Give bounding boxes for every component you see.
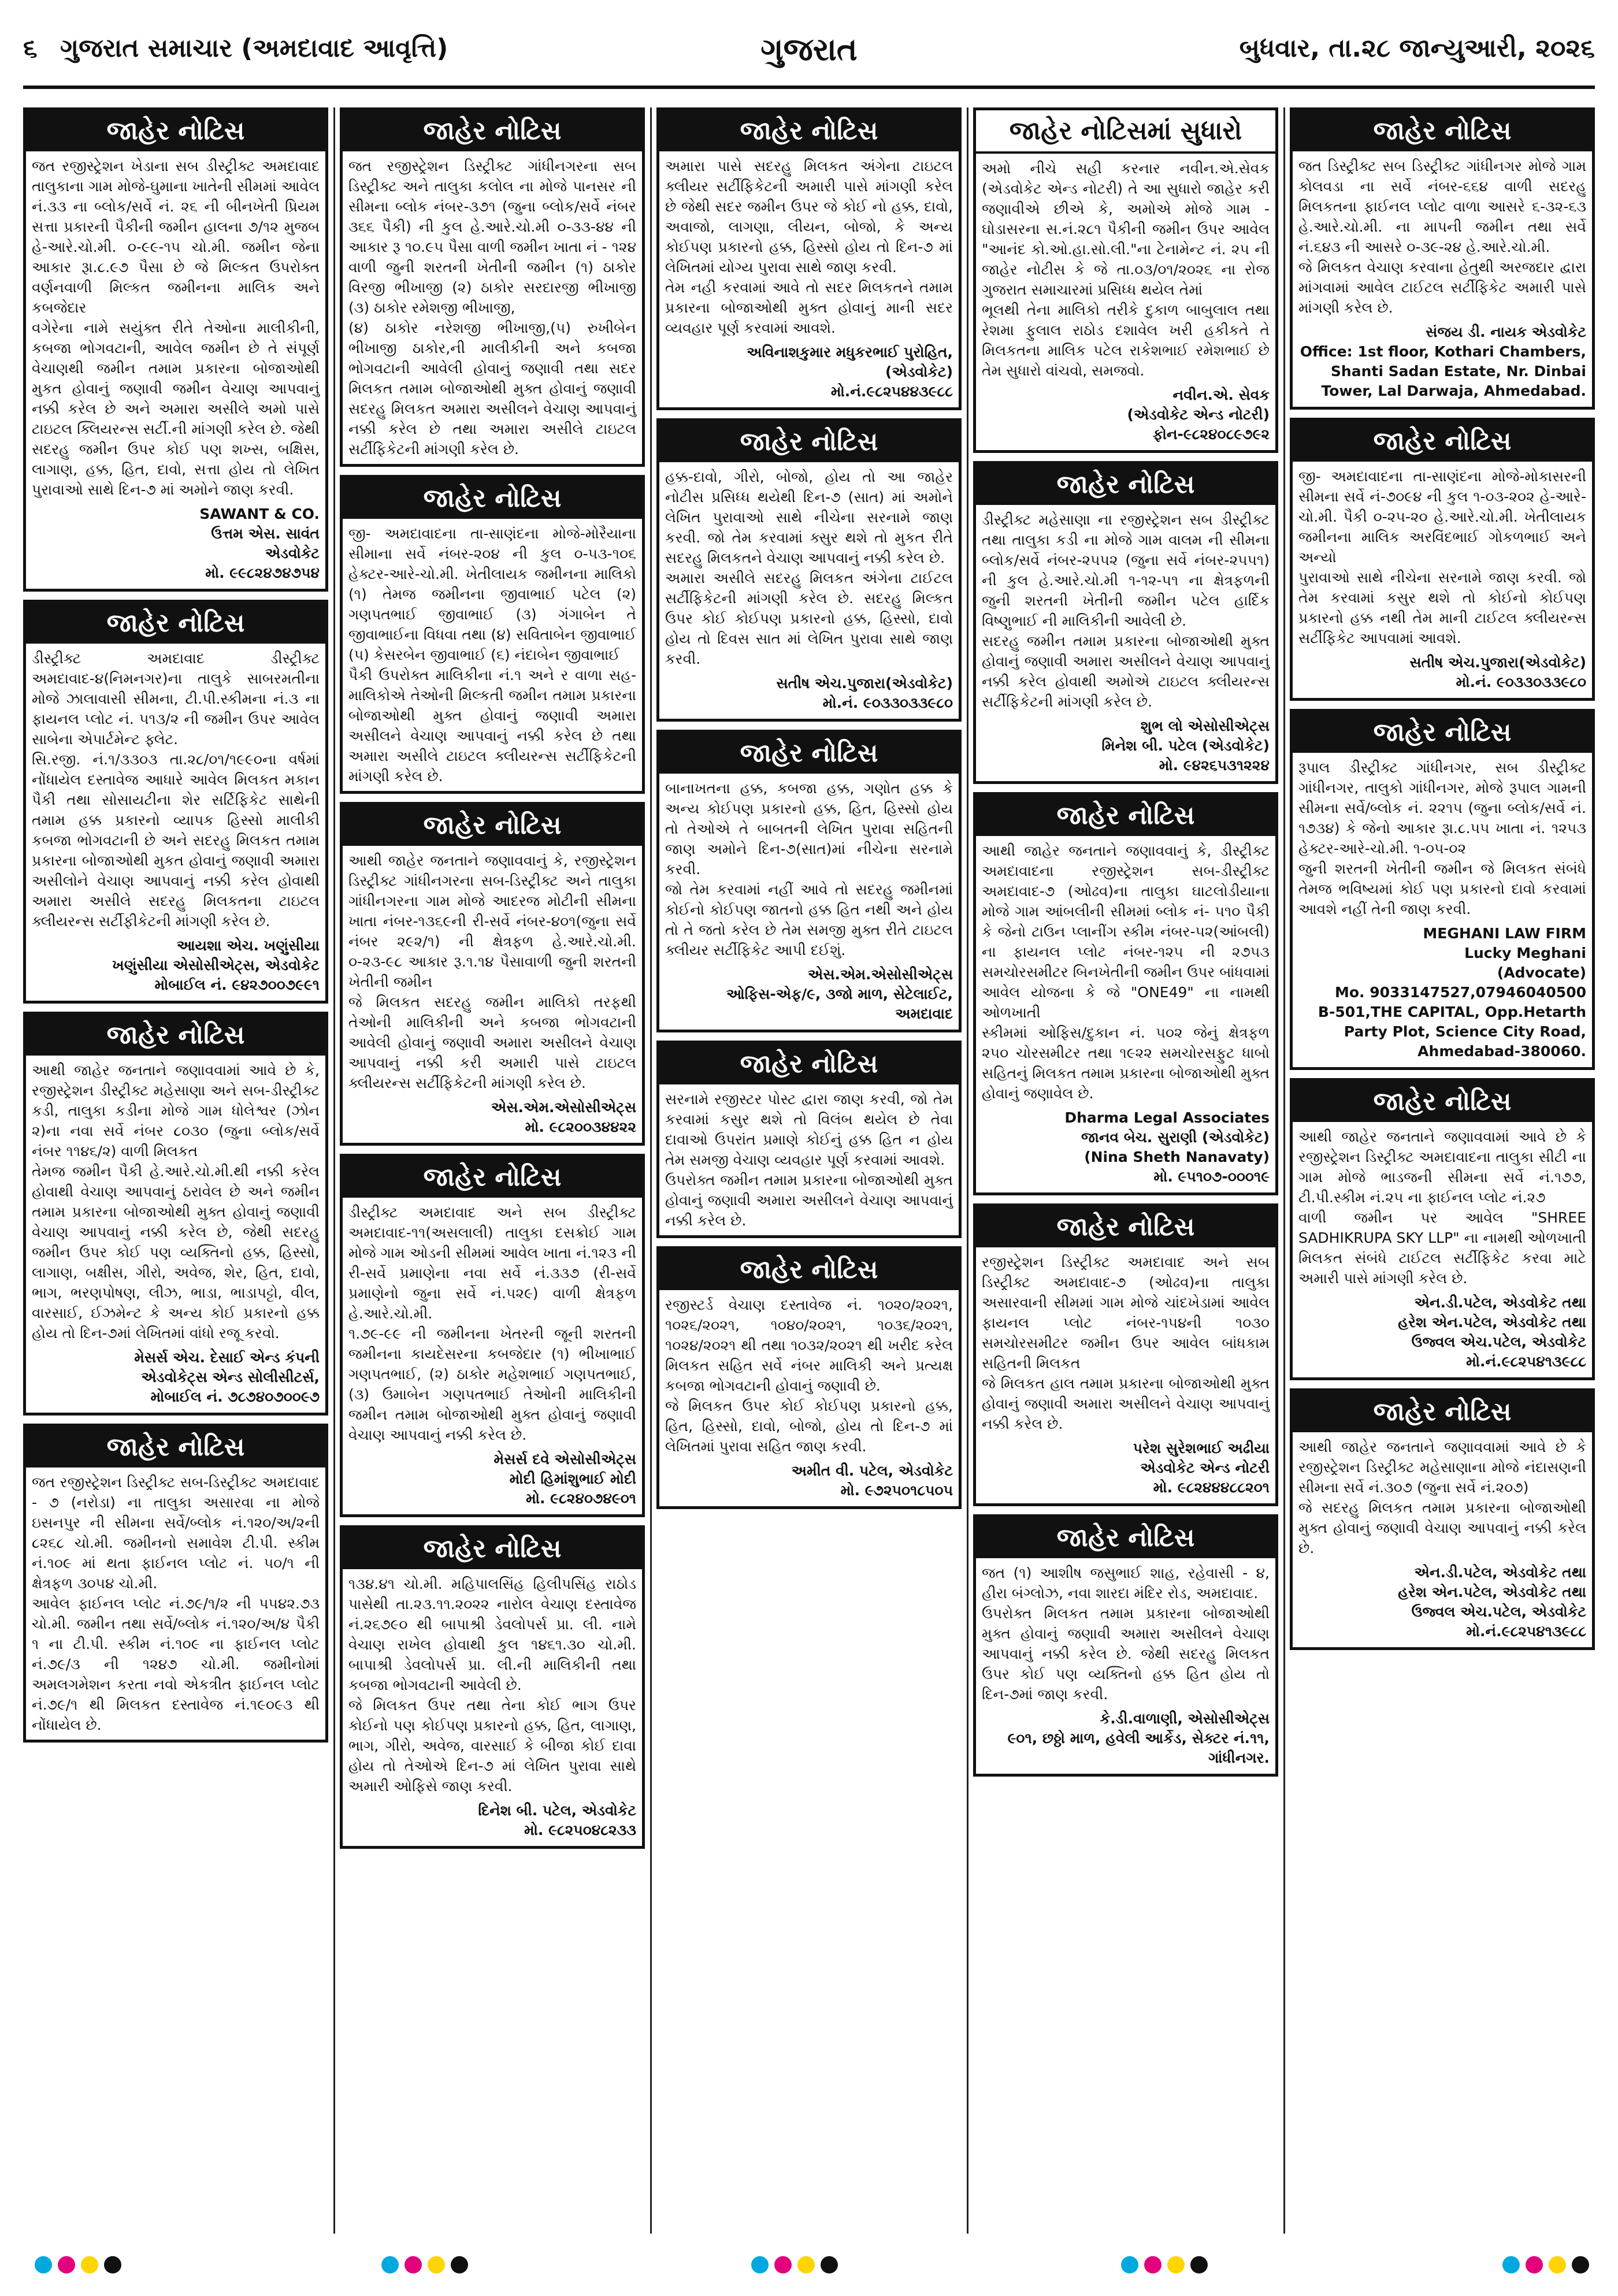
notice-paragraph: ડીસ્ટ્રીક્ટ અમદાવાદ અને સબ ડીસ્ટ્રીક્ટ અમદાવાદ-૧૧(અસલાલી) તાલુકા દસક્રોઈ ગામ મોજે ગામ ઓડની સીમમાં આવેલ ખાતા નં.૧૨૩ ની રી-સર્વે પ્રમાણેના નવા સર્વે નં.૩૩૭ (રી-સર્વે પ્રમાણેનો જુના સર્વે નં.૫૨૯) વાળી ક્ષેત્રફળ હે.આરે.ચો.મી. [348,1204,636,1322]
signature-line: મો. ૯૮૨૪૦૭૪૯૦૧ [526,1490,636,1507]
notice-paragraph: રજીસ્ટ્રેશન ડિસ્ટ્રીક્ટ અમદાવાદ અને સબ ડિસ્ટ્રીક્ટ અમદાવાદ-૭ (ઓઢવ)ના તાલુકા અસારવાની સીમમાં ગામ મોજે ચાંદખેડામાં આવેલ ફાયનલ પ્લોટ નંબર-૧૫૪ની ૧૦૩૦ સમચોરસમીટર જમીન ઉપર આવેલ બાંધકામ સહિતની મિલકત [982,1254,1270,1372]
signature-line: સંજય ડી. નાયક એડવોકેટ [1426,324,1586,340]
notice-body [659,1290,959,1461]
signature-line: હરેશ એન.પટેલ, એડવોકેટ તથા [1398,1584,1586,1600]
notice-body [659,1084,959,1235]
notice-heading: જાહેર નોટિસ [976,464,1275,505]
notice-paragraph: હક્ક-દાવો, ગીરો, બોજો, હોય તો આ જાહેર નોટીસ પ્રસિધ્ધ થયેથી દિન-૭ (સાત) માં અમોને લેખિત પુરાવાઓ સાથે નીચેના સરનામે જાણ કરવી. જો તેમ કરવામાં ક્સુર થશે તો મુકત રીતે સદરહુ મિલકતને વેચાણ આપવાનું નક્કી કરેલ છે. [665,469,953,566]
notice-signature [976,716,1275,781]
notice [1290,418,1595,701]
notice-paragraph: આથી જાહેર જનતાને જણાવવામાં આવે છે કે રજીસ્ટ્રેશન ડિસ્ટ્રીક્ટ મહેસાણાના મોજે નંદાસણની સીમના સર્વે નં.૩૦૭ (જુના સર્વે નં.૨૦૭) [1298,1439,1586,1496]
registration-dot [1167,2256,1185,2273]
notice-heading: જાહેર નોટિસ [1293,1081,1592,1122]
notice-body [659,774,959,965]
signature-line: મો. ૯૮૨૦૦૩૪૪૨૨ [525,1119,636,1135]
notice-heading: જાહેર નોટિસ [26,603,325,644]
notice [1290,1388,1595,1650]
signature-line: મિનેશ બી. પટેલ (એડવોકેટ) [1101,737,1270,754]
notice-signature [659,343,959,407]
notice-body [343,846,642,1098]
signature-line: અવિનાશકુમાર મધુકરભાઈ પુરોહિત, [747,344,953,361]
notice-signature [343,1801,642,1846]
signature-line: મોબાઈલ નં. ૭૮૭૪૦૭૦૦૯૭ [150,1388,320,1405]
notice-signature [659,1461,959,1506]
notice-body [26,644,325,936]
notice [23,107,328,592]
signature-line: Lucky Meghani [1464,945,1586,961]
signature-line: ઓફિસ-એફ/૯, ૩જો માળ, સેટેલાઈટ, અમદાવાદ [726,986,953,1022]
notice-signature [26,936,325,1001]
signature-line: મો.નં. ૯૦૩૩૦૩૩૯૮૦ [822,694,953,711]
registration-dot [1526,2256,1543,2273]
notice-paragraph: તેમ નહી કરવામાં આવે તો સદર મિલકતને તમામ પ્રકારના બોજાઓથી મુક્ત હોવાનું માની સદર વ્યવહાર પૂર્ણ કરવામાં આવશે. [665,279,953,336]
signature-line: શુભ લો એસોસીએટ્સ [1140,718,1270,734]
registration-dot [1144,2256,1161,2273]
notice-body [976,1558,1275,1709]
column-5 [1290,107,1595,2234]
signature-line: મેસર્સ દવે એસોસીએટ્સ [493,1451,636,1467]
notice [973,1203,1278,1506]
signature-line: ૯૦૧, છઠ્ઠો માળ, હવેલી આર્કેડ, સેક્ટર નં.૧૧, ગાંધીનગર. [1007,1730,1270,1766]
notice-paragraph: જે મિલકત વેચાણ કરવાના હેતુથી અરજદાર દ્વારા માંગવામાં આવેલ ટાઈટલ સર્ટીફિકેટ અમારી પાસે માંગણી કરેલ છે. [1298,259,1586,316]
notice-paragraph: આથી જાહેર જનતાને જણાવવામાં આવે છે કે રજીસ્ટ્રેશન ડિસ્ટ્રીક્ટ અમદાવાદના તાલુકા સીટી ના ગામ મોજે ભાડજની સીમના સર્વે નં.૧૭૭, ટી.પી.સ્કીમ નં.૨૫ ના ફાઈનલ પ્લોટ નં.૨૭ [1298,1128,1586,1206]
notice-paragraph: અમારા પાસે સદરહુ મિલકત અંગેના ટાઇટલ ક્લીયર સર્ટીફિકેટની અમારી પાસે માંગણી કરેલ છે જેથી સદર જમીન ઉપર જે કોઈ નો હક્ક, દાવો, અવાજો, લાગણા, લીયન, બોજો, કે અન્ય કોઈપણ પ્રકારનો હક્ક, હિસ્સો હોય તો દિન-૭ માં લેખિતમાં યોગ્ય પુરાવા સાથે જાણ કરવી. [665,158,953,276]
notice-paragraph: ઉપરોક્ત જમીન તમામ પ્રકારના બોજાઓથી મુક્ત હોવાનું જણાવી અમારા અસીલને વેચાણ આપવાનું નક્કી કરેલ છે. [665,1172,953,1229]
signature-line: મો. ૯૭૨૫૦૧૮૫૦૫ [840,1482,953,1499]
column-4 [973,107,1278,2234]
notice-body [976,505,1275,716]
notice-heading: જાહેર નોટિસ [659,1043,959,1084]
notice-paragraph: ૧.૭૯-૯૯ ની જમીનના ખેતરની જૂની શરતની જમીનના કાયદેસરના કબજેદાર (૧) ભીખાભાઈ ગણપતભાઈ, (૨) ઠાકોર મહેશભાઈ ગણપતભાઈ, (૩) ઉમાબેન ગણપતભાઈ તેઓની માલિકીની જમીન તમામ બોજાઓથી મુક્ત હોવાનું જણાવી વેચાણ આપવાનું નક્કી કરેલ છે. [348,1325,636,1443]
notice [1290,709,1595,1070]
signature-line: MEGHANI LAW FIRM [1423,925,1586,942]
notice-body [976,836,1275,1108]
signature-line: મો.નં.૯૮૨૫૪૧૩૯૮૮ [1466,1623,1586,1640]
signature-line: મો. ૯૮૨૪૪૪૮૮૨૦૧ [1153,1479,1270,1496]
notice-signature [659,674,959,719]
notice-paragraph: વગેરેના નામે સયુંક્ત રીતે તેઓના માલીકીની, કબજા ભોગવટાની, આવેલ જમીન છે તે સંપૂર્ણ વેચાણથી જમીન તમામ પ્રકારના બોજાઓથી મુકત હોવાનું જણાવી જમીન વેચાણ આપવાનું નક્કી કરેલ છે અને અમારા અસીલે અમો પાસે ટાઇટલ ક્લિયરન્સ સર્ટી.ની માંગણી કરેલ છે. જેથી સદરહુ જમીન ઉપર કોઈ પણ શખ્સ, બક્ષિસ, લાગાણ, હક્ક, હિત, દાવો, સત્તા હોય તો લેખિત પુરાવાઓ સાથે દિન-૭ માં અમોને જાણ કરવી. [32,319,320,498]
notice [656,1246,962,1509]
signature-line: દિનેશ બી. પટેલ, એડવોકેટ [478,1802,636,1819]
paper-name: ગુજરાત સમાચાર (અમદાવાદ આવૃત્તિ) [60,34,448,63]
registration-dot [428,2256,445,2273]
registration-dot [404,2256,422,2273]
registration-marks [23,2256,1595,2277]
signature-line: (એડવોકેટ) [885,363,953,380]
notice [656,107,962,410]
notice-signature [976,1439,1275,1503]
notice-paragraph: આથી જાહેર જનતાને જણાવવાનું કે, ડીસ્ટ્રીક્ટ અમદાવાદના રજીસ્ટ્રેશન સબ-ડીસ્ટ્રીક્ટ અમદાવાદ-૭ (ઓઢવ)ના તાલુકા ઘાટલોડીયાના મોજે ગામ આંબલીની સીમમાં બ્લોક નં- ૫૧૦ પૈકી કે જેનો ટાઉન પ્લાનીંગ સ્કીમ નંબર-૫૨(આંબલી) ના ફાયનલ પ્લોટ નંબર-૧૨૫ ની ૨૭૫૩ સમચોરસમીટર બિનખેતીની જમીન ઉપર બાંધવામાં આવેલ યોજના કે જે "ONE49" ના નામથી ઓળખાતી [982,842,1270,1021]
notice [23,1424,328,1743]
notice-signature [26,1348,325,1413]
notice [656,418,962,722]
notice-paragraph: જત રજીસ્ટ્રેશન ખેડાના સબ ડીસ્ટ્રીક્ટ અમદાવાદ તાલુકાના ગામ મોજે-ઘુમાના ખાતેની સીમમાં આવેલ નં.૩૩ ના બ્લોક/સર્વે નં. ૨૬ ની બીનખેતી પ્રિયમ સત્તા પ્રકારની પૈકીની જમીન હાલના ૭/૧૨ મુજબ હે-આરે.ચો.મી. ૦-૯૯-૧૫ ચો.મી. જમીન જેના આકાર રૂા.૮.૯૭ પૈસા છે જે મિલ્કત ઉપરોક્ત વર્ણનવાળી મિલ્કત જમીનના માલિક અને કબજેદાર [32,158,320,316]
signature-line: SAWANT & CO. [199,506,320,522]
registration-dot [751,2256,769,2273]
notice-signature [26,504,325,589]
signature-line: સતીષ એચ.પુજારા(એડવોકેટ) [776,675,953,692]
notice-body [343,519,642,791]
notice-paragraph: બાનાખતના હક્ક, કબજા હક્ક, ગણોત હક્ક કે અન્ય કોઈપણ પ્રકારનો હક્ક, હિત, હિસ્સો હોય તો તેઓએ તે બાબતની લેખિત પુરાવા સહિતની જાણ અમોને દિન-૭(સાત)માં નીચેના સરનામે કરવી. [665,780,953,878]
signature-line: એન.ડી.પટેલ, એડવોકેટ તથા [1414,1294,1586,1311]
notice-body [976,154,1275,385]
notice-heading: જાહેર નોટિસ [343,1157,642,1198]
notice-heading: જાહેર નોટિસ [343,1528,642,1569]
signature-line: ખણુંસીયા એસોસીએટ્સ, એડવોકેટ [112,957,320,974]
signature-line: એડવોકેટ [265,545,320,562]
notice-paragraph: રજીસ્ટર્ડ વેચાણ દસ્તાવેજ નં. ૧૦૨૦/૨૦૨૧, ૧૦૨૬/૨૦૨૧, ૧૦૪૦/૨૦૨૧, ૧૦૩૬/૨૦૨૧, ૧૦૨૪/૨૦૨૧ થી તથા ૧૦૩૨/૨૦૨૧ થી ખરીદ કરેલ મિલકત સહિત સર્વે નંબર માલિકી અને પ્રત્યક્ષ કબજા ભોગવટાની હોવાનું જણાવી છે. [665,1296,953,1394]
notice-paragraph: (૪) ઠાકોર નરેશજી ભીખાજી,(૫) રુખીબેન ભીખાજી ઠાકોર,ની માલીકીની અને કબજા ભોગવટાની આવેલી હોવાનું જણાવી તથા સદર મિલકત તમામ બોજાઓથી મુક્ત હોવાનું જણાવી સદરહુ મિલકત અમારા અસીલને વેચાણ આપવાનું નક્કી કરેલ છે તથા અમારા અસીલે ટાઇટલ સર્ટીફિકેટની માંગણી કરેલ છે. [348,319,636,458]
notice-paragraph: જે મિલકત ઉપર કોઈ કોઈપણ પ્રકારનો હક્ક, હિત, હિસ્સો, દાવો, બોજો, હોય તો દિન-૭ માં લેખિતમાં પુરાવા સહિત જાણ કરવી. [665,1398,953,1455]
notice [340,1525,645,1849]
notice-heading: જાહેર નોટિસ [976,795,1275,836]
registration-dot [1190,2256,1208,2273]
signature-line: Mo. 9033147527,07946040500 [1334,984,1586,1001]
registration-dot [81,2256,98,2273]
notice-body [343,1198,642,1450]
notice-paragraph: જત (૧) આશીષ જસુભાઈ શાહ, રહેવાસી - ૪, હીરા બંગ્લોઝ, નવા શારદા મંદિર રોડ, અમદાવાદ. [982,1565,1270,1602]
notice [656,1041,962,1238]
notice [973,792,1278,1195]
notice [340,107,645,467]
notice-paragraph: જી- અમદાવાદના તા-સાણંદના મોજે-મોરૈયાના સીમાના સર્વે નંબર-૨૦૪ ની કુલ ૦-૫૩-૧૦૬ હેક્ટર-આરે-ચો.મી. ખેતીલાયક જમીનના માલિકો (૧) તેમજ જમીનના જીવાભાઈ પટેલ (૨) ગણપતભાઈ જીવાભાઈ (૩) ગંગાબેન તે જીવાભાઈના વિધવા તથા (૪) સવિતાબેન જીવાભાઈ (૫) કેસરબેન જીવાભાઈ (૬) નંદાબેન જીવાભાઈ [348,525,636,663]
notice [340,1154,645,1517]
signature-line: (Nina Sheth Nanavaty) [1084,1149,1270,1165]
registration-dot [1502,2256,1520,2273]
notice [973,461,1278,784]
notice-paragraph: પૈકી ઉપરોક્ત માલિકીના નં.૧ અને ર વાળા સહ-માલિકોએ તેઓની મિલ્કતી જમીન તમામ પ્રકારના બોજાઓથી મુક્ત હોવાનું જણાવી અમારા અસીલને વેચાણ આપવાનું નક્કી કરેલ છે તથા અમારા અસીલે ટાઇટલ ક્લીયરન્સ સર્ટીફિકેટની માંગણી કરેલ છે. [348,667,636,785]
notice-signature [659,965,959,1030]
notice-heading: જાહેર નોટિસ [976,1517,1275,1558]
notice-signature [343,1098,642,1143]
notice-heading: જાહેર નોટિસ [659,110,959,151]
signature-line: જાનવ બેચ. સુરાણી (એડવોકેટ) [1081,1129,1270,1146]
column-1 [23,107,328,2234]
notice-paragraph: સરનામે રજીસ્ટર પોસ્ટ દ્વારા જાણ કરવી, જો તેમ કરવામાં કસુર થશે તો વિલંબ થયેલ છે તેવા દાવાઓ ઉપરાંત પ્રમાણે કોઈનું હક્ક હિત ન હોય તેમ સમજી વેચાણ વ્યવહાર પૂર્ણ કરવામાં આવશે. [665,1091,953,1168]
signature-line: મો.નં.૯૮૨૫૪૪૩૯૮૮ [830,383,953,400]
column-rule [650,107,652,2234]
notice-heading: જાહેર નોટિસ [26,110,325,151]
notice [23,600,328,1004]
notice-body [343,1569,642,1801]
registration-dot [381,2256,399,2273]
notice-paragraph: સિ.રજી. નં.૧/૩૩૦૩ તા.૨૮/૦૧/૧૯૯૦ના વર્ષમાં નોંધાયેલ દસ્તાવેજ આધારે આવેલ મિલકત મકાન પૈકી તથા સોસાયટીના શેર સર્ટિફિકેટ સાથેની તમામ હક્ક પ્રકારનો વ્યાપક હિસ્સો માલીકી કબજા ભોગવટાની છે અને સદરહુ મિલકત તમામ પ્રકારના બોજાઓથી મુકત હોવાનું જણાવી અમારા અસીલોને વેચાણ આપવાનું નક્કી કરેલ હોવાથી અમારા અસીલે સદરહુ મિલકતના ટાઇટલ ક્લીયરન્સ સર્ટીફીકેટની માંગણી કરેલ છે. [32,751,320,930]
signature-line: નવીન.એ. સેવક [1172,387,1270,403]
signature-line: એડવોકેટ્સ એન્ડ સોલીસીટર્સ, [141,1369,320,1385]
notice [340,475,645,794]
notice-paragraph: ડીસ્ટ્રીક્ટ અમદાવાદ ડીસ્ટ્રીક્ટ અમદાવાદ-૪(નિમનગર)ના તાલુકે સાબરમતીના મોજે ઝાલાવાસી સીમના, ટી.પી.સ્કીમના નં.૩ ના ફાયનલ પ્લોટ નં. ૫૧૩/૨ ની જમીન ઉપર આવેલ સાબેના એપાર્ટમેન્ટ ફ્લેટ. [32,650,320,748]
notice-paragraph: જો તેમ કરવામાં નહીં આવે તો સદરહુ જમીનમાં કોઈનો કોઈપણ જાતનો હક્ક હિત નથી અને હોય તો તે જતો કરેલ છે તેમ સમજી મુક્ત રીતે ટાઇટલ ક્લીયર સર્ટીફિકેટ આપી દઈશું. [665,881,953,958]
notice-body [1293,1432,1592,1563]
registration-dot [774,2256,792,2273]
notice-signature [976,1709,1275,1774]
notice-body [976,1247,1275,1439]
notice-paragraph: જી- અમદાવાદના તા-સાણંદના મોજે-મોકાસરની સીમના સર્વે નં-૭૦૯૪ ની કુલ ૧-૦૩-૨૦૨ હે-આરે-ચો.મી. પૈકી ૦-૨૫-૨૦ હે.આરે.ચો.મી. ખેતીલાયક જમીનના માલિક અરવિંદભાઈ ગોકળભાઈ અને અન્યો [1298,468,1586,566]
signature-line: કે.ડી.વાળાણી, એસોસીએટ્સ [1100,1710,1270,1727]
notice-paragraph: જે મિલકત સદરહુ જમીન માલિકો તરફથી તેઓની માલિકીની અને કબજા ભોગવટાની આવેલી હોવાનું જણાવી અમારા અસીલને વેચાણ આપવાનું નક્કી કરી અમારી પાસે ટાઇટલ ક્લીયરન્સ સર્ટીફિકેટની માંગણી કરેલ છે. [348,994,636,1091]
section-title: ગુજરાત [760,31,858,68]
column-rule [333,107,335,2234]
notice-paragraph: જે સદરહુ મિલકત તમામ પ્રકારના બોજાઓથી મુક્ત હોવાનું જણાવી વેચાણ આપવાનું નક્કી કરેલ છે. [1298,1499,1586,1556]
notice-paragraph: ડીસ્ટ્રીક્ટ મહેસાણા ના રજીસ્ટ્રેશન સબ ડીસ્ટ્રીક્ટ તથા તાલુકા કડી ના મોજે ગામ વાલમ ની સીમના બ્લોક/સર્વે નંબર-૨૫૫૨ (જુના સર્વે નંબર-૨૫૫૧) ની કુલ હે.આરે.ચો.મી ૧-૧૨-૫૧ ના ક્ષેત્રફળની જુની શરતની ખેતીની જમીન પટેલ હાર્દિક વિષ્ણુભાઈ ની માલિકીની આવેલી છે. [982,511,1270,629]
column-rule [967,107,968,2234]
signature-line: મેસર્સ એચ. દેસાઈ એન્ડ કંપની [134,1349,320,1366]
notice-heading: જાહેર નોટિસ [1293,110,1592,151]
masthead [23,23,1595,89]
registration-dot [451,2256,468,2273]
signature-line: મોદી હિમાંશુભાઈ મોદી [509,1470,636,1487]
notice-body [1293,462,1592,653]
registration-dot [1572,2256,1589,2273]
signature-line: એસ.એમ.એસોસીએટ્સ [807,966,953,983]
notice-heading: જાહેર નોટિસ [1293,712,1592,753]
signature-line: Dharma Legal Associates [1064,1109,1270,1126]
notice-paragraph: ઉપરોક્ત મિલકત તમામ પ્રકારના બોજાઓથી મુક્ત હોવાનું જણાવી અમારા અસીલને વેચાણ આપવાનું નક્કી કરેલ છે. જેથી સદરહુ મિલકત ઉપર કોઈ પણ વ્યક્તિનો હક્ક હિત હોય તો દિન-૭માં જાણ કરવી. [982,1605,1270,1703]
notice-paragraph: જત રજીસ્ટ્રેશન ડિસ્ટ્રીક્ટ સબ-ડિસ્ટ્રીક્ટ અમદાવાદ - ૭ (નરોડા) ના તાલુકા અસારવા ના મોજે ઇસનપુર ની સીમના સર્વે/બ્લોક નં.૧૨૦/અ/૨ની ૮૨૬૮ ચો.મી. જમીનનો સમાવેશ ટી.પી. સ્કીમ નં.૧૦૯ માં થતા ફાઈનલ પ્લોટ નં. ૫૦/૧ ની ક્ષેત્રફળ ૩૦૫૪ ચો.મી. [32,1474,320,1592]
notice-paragraph: જત ડિસ્ટ્રીક્ટ સબ ડિસ્ટ્રીક્ટ ગાંધીનગર મોજે ગામ કોલવડા ના સર્વે નંબર-૬૬૪ વાળી સદરહુ મિલકતના ફાઈનલ પ્લોટ વાળા આસરે ૬-૩૨-૬૩ હે.આરે.ચો.મી. ના માપની જમીન તથા સર્વે નં.૬૪૩ ની આસરે ૦-૩૯-૨૪ હે.આરે.ચો.મી. [1298,158,1586,255]
column-3 [656,107,962,2234]
notice-body [26,1056,325,1348]
notice-body [343,151,642,464]
notice-paragraph: પુરાવાઓ સાથે નીચેના સરનામે જાણ કરવી. જો તેમ કરવામાં કસુર થશે તો કોઈનો કોઈપણ પ્રકારનો હક્ક નથી તેમ માની ટાઈટલ ક્લીયરન્સ સર્ટીફિકેટ આપવામાં આવશે. [1298,569,1586,647]
notice [1290,1078,1595,1380]
signature-line: હરેશ એન.પટેલ, એડવોકેટ તથા [1398,1314,1586,1331]
notice [340,802,645,1146]
notice-body [659,151,959,343]
signature-line: સતીષ એચ.પુજારા(એડવોકેટ) [1409,654,1586,671]
notice-signature [343,1450,642,1514]
signature-line: (એડવોકેટ એન્ડ નોટરી) [1127,406,1270,423]
notice-paragraph: ૧૩૪.૪૧ ચો.મી. મહિપાલસિંહ હિલીપસિંહ રાઠોડ પાસેથી તા.૨૩.૧૧.૨૦૨૨ નારોલ વેચાણ દસ્તાવેજ નં.૨૬૭૯૦ થી બાપાશ્રી ડેવલોપર્સ પ્રા. લી. નામે વેચાણ રાખેલ હોવાથી કુલ ૧૪૬૧.૩૦ ચો.મી. બાપાશ્રી ડેવલોપર્સ પ્રા. લી.ની માલિકીની તથા કબજા ભોગવટાની આવેલી છે. [348,1576,636,1693]
registration-dot [1121,2256,1138,2273]
notice-body [1293,151,1592,322]
notice-heading: જાહેર નોટિસ [659,1249,959,1290]
signature-line: મો.નં. ૯૦૩૩૦૩૩૯૮૦ [1456,674,1586,690]
registration-dot [104,2256,121,2273]
registration-dot [1549,2256,1566,2273]
signature-line: ઉજ્વલ એચ.પટેલ, એડવોકેટ [1411,1333,1586,1350]
column-2 [340,107,645,2234]
issue-date: બુધવાર, તા.૨૮ જાન્યુઆરી, ૨૦૨૬ [1239,34,1595,63]
notice-paragraph: તેમજ જમીન પૈકી હે.આરે.ચો.મી.થી નક્કી કરેલ હોવાથી વેચાણ આપવાનું ઠરાવેલ છે અને જમીન તમામ પ્રકારના બોજાઓથી મુક્ત હોવાનું જણાવી વેચાણ આપવાનું નક્કી કરેલ છે, જેથી સદરહુ જમીન ઉપર કોઈ પણ વ્યક્તિનો હક્ક, હિસ્સો, લાગાણ, બક્ષીસ, ગીરો, અવેજ, શેર, હિત, દાવો, ભાગ, ભરણપોષણ, લીઝ, ભાડા, ભાડાપટ્ટો, વીલ, વારસાઈ, ઈઝમેન્ટ કે અન્ય કોઈ પ્રકારનો હક્ક હોય તો દિન-૭માં લેખિતમાં વાંધો રજૂ કરવો. [32,1163,320,1342]
notice-heading: જાહેર નોટિસ [26,1015,325,1056]
notice-paragraph: જે મિલકત ઉપર તથા તેના કોઈ ભાગ ઉપર કોઈનો પણ કોઈપણ પ્રકારનો હક્ક, હિત, લાગાણ, ભાગ, ગીરો, અવેજ, વારસાઈ કે બીજા કોઈ દાવા હોય તો તેઓએ દિન-૭ માં લેખિત પુરાવા સાથે અમારી ઓફિસે જાણ કરવી. [348,1697,636,1795]
notice [973,107,1278,453]
notice-paragraph: જત રજીસ્ટ્રેશન ડિસ્ટ્રીક્ટ ગાંધીનગરના સબ ડિસ્ટ્રીક્ટ અને તાલુકા કલોલ ના મોજે પાનસર ની સીમના બ્લોક નંબર-૩૭૧ (જુના બ્લોક/સર્વે નંબર ૩૬૬ પૈકી) ની કુલ હે.આરે.ચો.મી ૦-૩૩-૪૪ ની આકાર રૂ ૧૦.૯૫ પૈસા વાળી જમીન ખાતા નં - ૧૨૪ વાળી જુની શરતની ખેતીની જમીન (૧) ઠાકોર વિરજી ભીખાજી (૨) ઠાકોર સરદારજી ભીખાજી (૩) ઠાકોર રમેશજી ભીખાજી, [348,158,636,316]
signature-line: મો.નં.૯૮૨૫૪૧૩૯૮૮ [1466,1353,1586,1370]
notice-body [1293,753,1592,924]
notice-signature [976,1108,1275,1192]
notice-heading: જાહેર નોટિસ [343,110,642,151]
signature-line: ઉજ્વલ એચ.પટેલ, એડવોકેટ [1411,1603,1586,1620]
notice-signature [976,385,1275,450]
signature-line: (Advocate) [1497,964,1586,981]
signature-line: ફોન-૯૮૨૪૦૮૯૭૯૨ [1152,426,1270,443]
notice-paragraph: અમારા અસીલે સદરહુ મિલકત અંગેના ટાઈટલ સર્ટીફિકેટની માંગણી કરેલ છે. સદરહુ મિલ્કત ઉપર કોઈ કોઈપણ પ્રકારનો હક્ક, હિસ્સો, દાવો હોય તો દિવસ સાત માં લેખિત પુરાવા સાથે જાણ કરવી. [665,570,953,667]
notice-heading: જાહેર નોટિસ [976,1206,1275,1247]
signature-line: અમીત વી. પટેલ, એડવોકેટ [791,1462,953,1479]
notice-signature [1293,322,1592,407]
notice-body [26,151,325,504]
notice-paragraph: વાળી જમીન પર આવેલ "SHREE SADHIKRUPA SKY LLP" ના નામથી ઓળખાતી મિલકત સંબંધે ટાઈટલ સર્ટીફિકેટ કરવા માટે અમારી પાસે માંગણી કરેલ છે. [1298,1209,1586,1287]
signature-line: B-501,THE CAPITAL, Opp.Hetarth Party Plot, Science City Road, Ahmedabad-380060. [1318,1004,1586,1060]
notice-paragraph: સદરહુ જમીન તમામ પ્રકારના બોજાઓથી મુક્ત હોવાનું જણાવી અમારા અસીલને વેચાણ આપવાનું નક્કી કરેલ હોવાથી અમોએ ટાઇટલ ક્લીયરન્સ સર્ટીફિકેટની માંગણી કરેલ છે. [982,633,1270,710]
signature-line: એન.ડી.પટેલ, એડવોકેટ તથા [1414,1564,1586,1581]
notice-paragraph: સ્કીમમાં ઓફિસ/દુકાન નં. ૫૦૨ જેનું ક્ષેત્રફળ ૨૫૦ ચોરસમીટર તથા ૧૯૨૨ સમચોરસફુટ ધાબો સહિતનું મિલકત તમામ પ્રકારના બોજાઓથી મુક્ત હોવાનું જણાવેલ છે. [982,1024,1270,1102]
notice-signature [1293,1563,1592,1647]
notice-signature [1293,1293,1592,1377]
registration-dot [58,2256,75,2273]
signature-line: મો. ૯૪૨૬૫૩૧૨૨૪ [1159,757,1270,774]
notice-paragraph: રૂપાલ ડીસ્ટ્રીક્ટ ગાંધીનગર, સબ ડીસ્ટ્રીક્ટ ગાંધીનગર, તાલુકો ગાંધીનગર, મોજે રૂપાલ ગામની સીમના સર્વે/બ્લોક નં. ૨૨૧૫ (જુના બ્લોક/સર્વે નં. ૧૭૩૪) કે જેનો આકાર રૂા.૮.૫૫ ખાતા નં. ૧૨૫૩ હેક્ટર-આરે-ચો.મી. ૧-૦૫-૦૨ [1298,759,1586,857]
notice-heading: જાહેર નોટિસ [1293,421,1592,462]
signature-line: મો. ૯૫૧૦૭-૦૦૦૧૯ [1153,1168,1270,1185]
notice-heading: જાહેર નોટિસ [659,733,959,774]
signature-line: એસ.એમ.એસોસીએટ્સ [491,1099,636,1116]
notice-signature [1293,653,1592,698]
notice-paragraph: આથી જાહેર જનતાને જણાવવાનું કે, રજીસ્ટ્રેશન ડિસ્ટ્રીક્ટ ગાંધીનગરના સબ-ડિસ્ટ્રીક્ટ અને તાલુકા ગાંધીનગરના ગામ મોજે આદરજ મોટીની સીમના ખાતા નંબર-૧૩૬૯ની રી-સર્વે નંબર-૪૦૧(જુના સર્વે નંબર ૨૯૨/૧) ની ક્ષેત્રફળ હે.આરે.ચો.મી. ૦-૨૩-૯૮ આકાર રૂ.૧.૧૪ પૈસાવાળી જુની શરતની ખેતીની જમીન [348,852,636,990]
column-rule [1283,107,1285,2234]
signature-line: મો. ૯૮૨૫૦૪૮૨૩૩ [524,1822,636,1838]
notice-paragraph: જુની શરતની ખેતીની જમીન જે મિલકત સંબંધે તેમજ ભવિષ્યમાં કોઈ પણ પ્રકારનો દાવો કરવામાં આવશે નહીં તેની જાણ કરવી. [1298,860,1586,917]
notice-body [26,1467,325,1740]
notice [1290,107,1595,410]
page-number: ૬ [23,34,38,63]
notice [656,730,962,1032]
signature-line: પરેશ સુરેશભાઈ અઢીયા [1133,1440,1270,1457]
notice-paragraph: જે મિલકત હાલ તમામ પ્રકારના બોજાઓથી મુક્ત હોવાનું જણાવી અમારા અસીલને વેચાણ આપવાનું નક્કી કરેલ છે. [982,1375,1270,1432]
notice-paragraph: ભૂલથી તેના માલિકો તરીકે દુકાળ બાબુલાલ તથા રેશમા ફુલાલ રાઠોડ દશાવેલ ખરી હકીકતે તે મિલકતના માલિક પટેલ રાકેશભાઈ રમેશભાઈ છે તેમ સુધારો વાંચવો, સમજવો. [982,302,1270,379]
signature-line: મોબાઈલ નં. ૯૪૨૭૦૦૭૯૯૧ [154,976,320,993]
notice-heading: જાહેર નોટિસ [343,478,642,519]
signature-line: આયશા એચ. ખણુંસીયા [176,937,320,954]
notice [973,1514,1278,1777]
signature-line: ઉત્તમ એસ. સાવંત [211,525,320,542]
notice-paragraph: આવેલ ફાઈનલ પ્લોટ નં.૭૯/૧/૨ ની પ૫૪૨.૭૩ ચો.મી. જમીન તથા સર્વે/બ્લોક નં.૧૨૦/અ/૪ પૈકી ૧ ના ટી.પી. સ્કીમ નં.૧૦૯ ના ફાઈનલ પ્લોટ નં.૭૯/૩ ની ૧૨૪૭ ચો.મી. જમીનોમાં અમલગમેશન કરતા નવો એકત્રીત ફાઈનલ પ્લોટ નં.૭૯/૧ થી મિલકત દસ્તાવેજ નં.૧૯૦૯૩ થી નોંધાયેલ છે. [32,1595,320,1733]
notice-paragraph: અમો નીચે સહી કરનાર નવીન.એ.સેવક (એડવોકેટ એન્ડ નોટરી) તે આ સુધારો જાહેર કરી જણાવીએ છીએ કે, અમોએ મોજે ગામ - ઘોડાસરના સ.નં.૨૮૧ પૈકીની જમીન ઉપર આવેલ "આનંદ કો.ઓ.હા.સો.લી."ના ટેનામેન્ટ નં. ૨૫ ની જાહેર નોટીસ કે જે તા.૦૩/૦૧/૨૦૨૬ ના રોજ ગુજરાત સમાચારમાં પ્રસિધ્ધ થયેલ તેમાં [982,160,1270,298]
signature-line: Office: 1st floor, Kothari Chambers, Shanti Sadan Estate, Nr. Dinbai Tower, Lal Darwaja, Ahmedabad. [1300,343,1586,399]
notice-heading: જાહેર નોટિસ [659,421,959,462]
signature-line: એડવોકેટ એન્ડ નોટરી [1140,1459,1270,1476]
notice-heading: જાહેર નોટિસ [343,805,642,846]
registration-dot [797,2256,815,2273]
notice-heading: જાહેર નોટિસમાં સુધારો [976,110,1275,154]
registration-dot [821,2256,838,2273]
notice-signature [1293,924,1592,1067]
notice-body [659,462,959,674]
notice-heading: જાહેર નોટિસ [1293,1391,1592,1432]
registration-dot [35,2256,52,2273]
notice-body [1293,1122,1592,1293]
notice-heading: જાહેર નોટિસ [26,1426,325,1467]
notice [23,1012,328,1416]
signature-line: મો. ૯૯૮૨૪૭૪૭૫૪ [205,564,320,581]
notice-paragraph: આથી જાહેર જનતાને જણાવવામાં આવે છે કે, રજીસ્ટ્રેશન ડીસ્ટ્રીક્ટ મહેસાણા અને સબ-ડીસ્ટ્રીક્ટ કડી, તાલુકા કડીના મોજે ગામ ધોલેશ્વર (ઝોન ૨)ના નવા સર્વે નંબર ૮૦૩૦ (જુના બ્લોક/સર્વે નંબર ૧૧૪૬/૨) વાળી મિલકત [32,1062,320,1160]
